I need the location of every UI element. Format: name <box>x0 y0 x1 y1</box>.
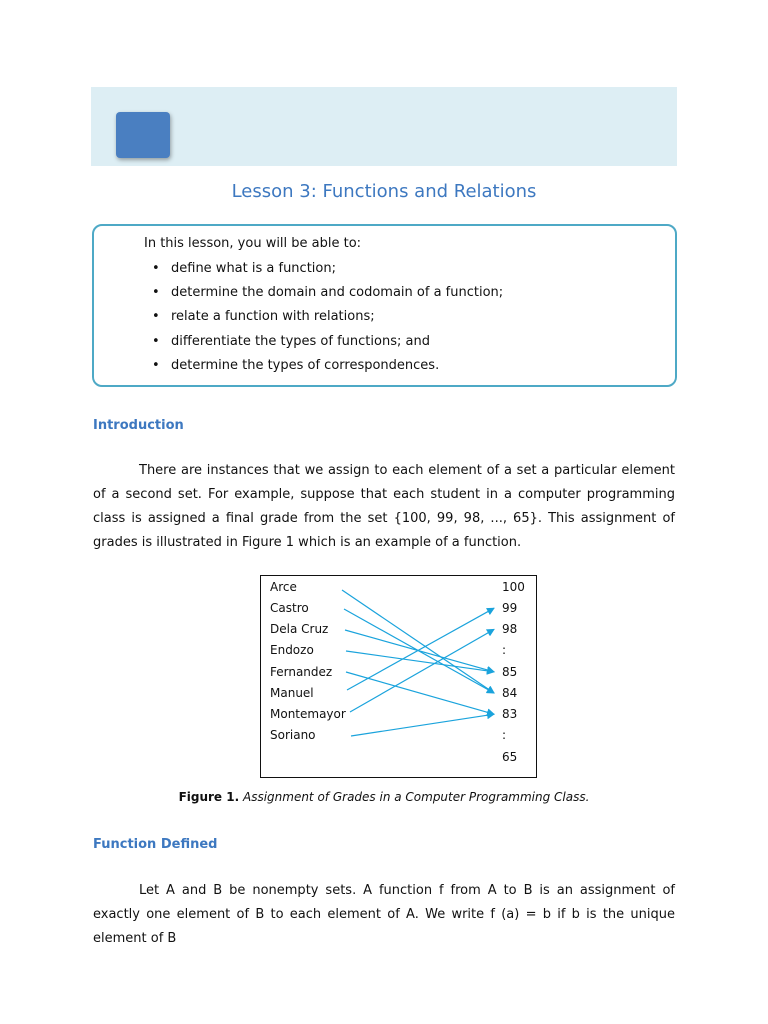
bullet-icon: • <box>152 309 160 325</box>
caption-text: Assignment of Grades in a Computer Programming Class. <box>242 790 590 804</box>
caption-label: Figure 1. <box>178 790 240 804</box>
student-label: Soriano <box>270 728 316 742</box>
function-defined-heading: Function Defined <box>93 837 218 852</box>
student-label: Montemayor <box>270 707 346 721</box>
bullet-icon: • <box>152 357 160 373</box>
objective-text: differentiate the types of functions; and <box>171 333 430 349</box>
grade-label: 99 <box>502 601 518 615</box>
figure-caption <box>0 790 768 804</box>
grade-label: 98 <box>502 622 518 636</box>
objective-text: determine the types of correspondences. <box>171 357 440 373</box>
grade-label: 83 <box>502 707 518 721</box>
objective-text: relate a function with relations; <box>171 309 375 325</box>
lesson-title: Lesson 3: Functions and Relations <box>231 181 537 202</box>
student-label: Endozo <box>270 643 314 657</box>
student-label: Fernandez <box>270 665 333 679</box>
student-label: Castro <box>270 601 309 615</box>
grade-label: 100 <box>502 580 525 594</box>
bullet-icon: • <box>152 285 160 301</box>
grade-label: : <box>502 643 507 657</box>
bullet-icon: • <box>152 333 160 349</box>
student-label: Arce <box>270 580 297 594</box>
introduction-paragraph: There are instances that we assign to each element of a set a particular element of a second set. For example, suppose that each student in a computer programming class is assigned a final grade from the set {100, 99, 98, ..., 65}. This assignment of grades is illustrated in Figure 1 which is an example of a function. <box>93 463 675 550</box>
grade-label: : <box>502 728 507 742</box>
mapping-arrow <box>345 630 494 672</box>
objective-text: determine the domain and codomain of a function; <box>171 285 504 301</box>
objectives-intro: In this lesson, you will be able to: <box>144 236 362 251</box>
student-label: Manuel <box>270 686 314 700</box>
mapping-arrow <box>350 629 494 712</box>
bullet-icon: • <box>152 261 160 276</box>
mapping-arrow <box>346 651 494 672</box>
objective-text: define what is a function; <box>171 261 336 276</box>
grade-label: 85 <box>502 665 518 679</box>
function-defined-paragraph: Let A and B be nonempty sets. A function f from A to B is an assignment of exactly one element of B to each element of A. We write f (a) = b if b is the unique element of B <box>93 883 675 946</box>
mapping-arrow <box>351 714 494 736</box>
grade-label: 84 <box>502 686 518 700</box>
introduction-heading: Introduction <box>93 418 184 433</box>
grade-label: 65 <box>502 750 518 764</box>
student-label: Dela Cruz <box>270 622 329 636</box>
